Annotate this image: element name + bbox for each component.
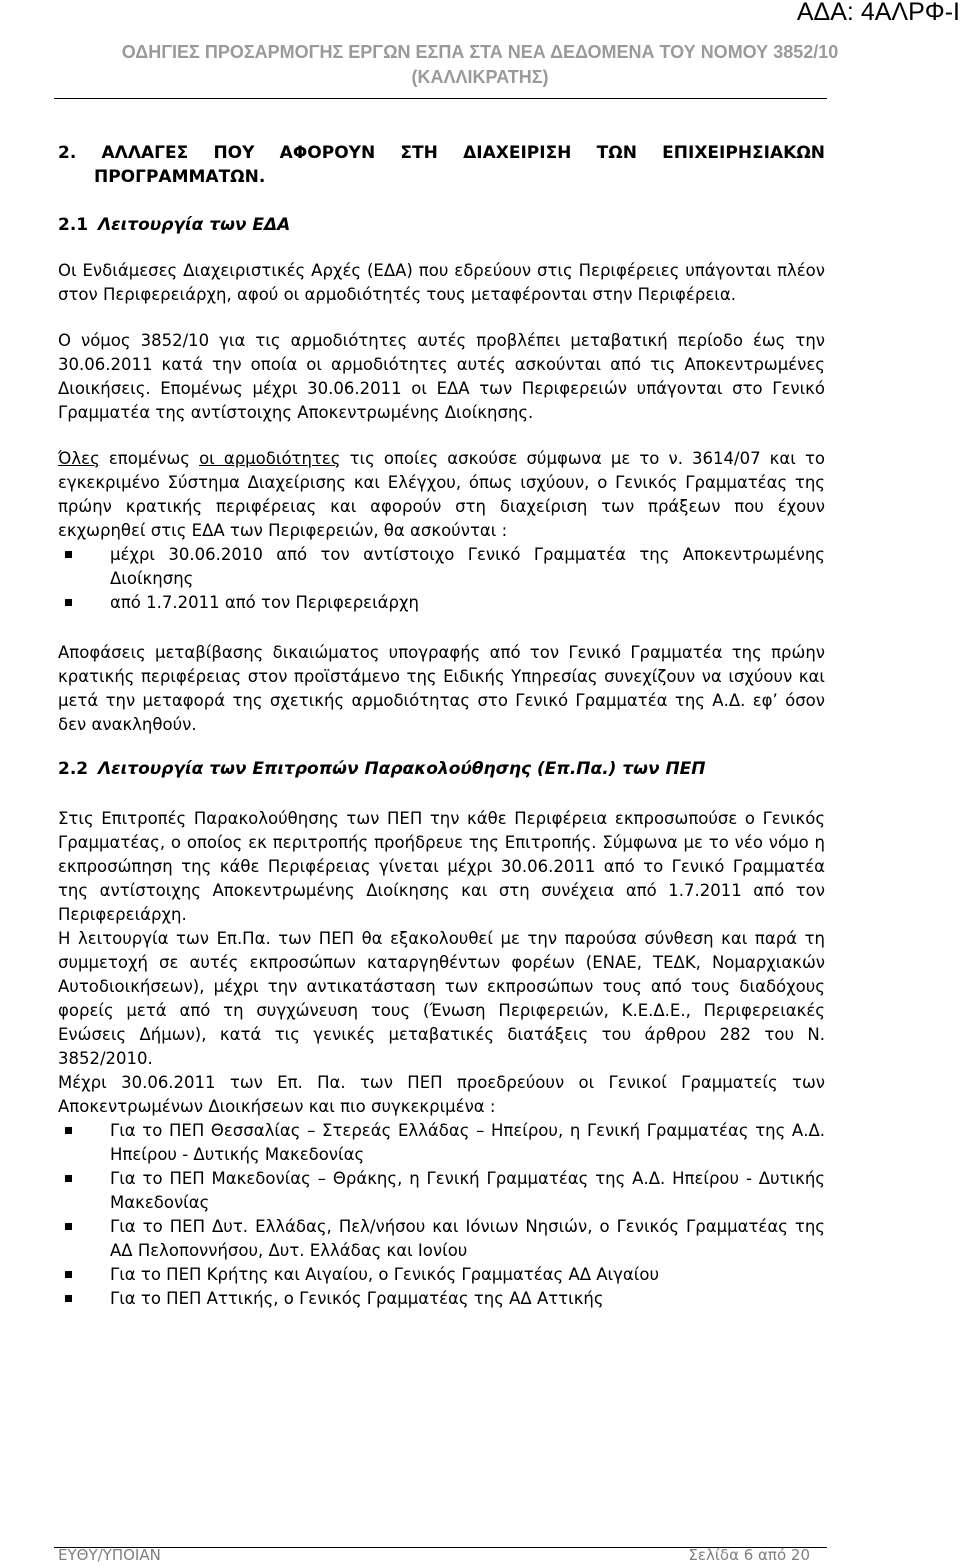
bullet-list	[58, 1119, 825, 1311]
paragraph: Η λειτουργία των Επ.Πα. των ΠΕΠ θα εξακολουθεί με την παρούσα σύνθεση και παρά τη συμμετοχή σε αυτές εκπροσώπων καταργηθέντων φορέων (ΕΝΑΕ, ΤΕΔΚ, Νομαρχιακών Αυτοδιοικήσεων), μέχρι την αντικατάσταση των εκπροσώπων τους από τους διαδόχους φορείς μετά από τη συγχώνευση τους (Ένωση Περιφερειών, Κ.Ε.Δ.Ε., Περιφερειακές Ενώσεις Δήμων), κατά τις γενικές μεταβατικές διατάξεις του άρθρου 282 του Ν. 3852/2010.	[58, 929, 825, 1068]
bullet-icon	[65, 551, 72, 558]
list-item-text: μέχρι 30.06.2010 από τον αντίστοιχο Γενικό Γραμματέα της Αποκεντρωμένης Διοίκησης	[110, 545, 825, 588]
underlined-text: οι αρμοδιότητες	[199, 449, 341, 468]
paragraph	[58, 447, 825, 543]
bullet-icon	[65, 1295, 72, 1302]
section-title: Λειτουργία των Επιτροπών Παρακολούθησης (Επ.Πα.) των ΠΕΠ	[98, 759, 706, 779]
list-item-text: Για το ΠΕΠ Δυτ. Ελλάδας, Πελ/νήσου και Ιόνιων Νησιών, ο Γενικός Γραμματέας της ΑΔ Πελοποννήσου, Δυτ. Ελλάδας και Ιονίου	[110, 1217, 825, 1260]
list-item	[58, 1287, 825, 1311]
section-2-heading: 2. ΑΛΛΑΓΕΣ ΠΟΥ ΑΦΟΡΟΥΝ ΣΤΗ ΔΙΑΧΕΙΡΙΣΗ ΤΩΝ ΕΠΙΧΕΙΡΗΣΙΑΚΩΝ ΠΡΟΓΡΑΜΜΑΤΩΝ.	[58, 143, 825, 187]
list-item-text: Για το ΠΕΠ Αττικής, ο Γενικός Γραμματέας της ΑΔ Αττικής	[110, 1289, 604, 1308]
running-header-line1: ΟΔΗΓΙΕΣ ΠΡΟΣΑΡΜΟΓΗΣ ΕΡΓΩΝ ΕΣΠΑ ΣΤΑ ΝΕΑ ΔΕΔΟΜΕΝΑ ΤΟΥ ΝΟΜΟΥ 3852/10	[121, 42, 839, 62]
list-item	[58, 591, 825, 615]
list-item	[58, 1215, 825, 1263]
bullet-icon	[65, 1127, 72, 1134]
list-item-text: από 1.7.2011 από τον Περιφερειάρχη	[110, 593, 420, 612]
section-2-2-heading	[58, 757, 825, 781]
section-number: 2.1	[58, 215, 89, 235]
list-item	[58, 1167, 825, 1215]
list-item-text: Για το ΠΕΠ Κρήτης και Αιγαίου, ο Γενικός Γραμματέας ΑΔ Αιγαίου	[110, 1265, 660, 1284]
ada-code: ΑΔΑ: 4ΑΛΡΦ-Ι	[796, 0, 960, 26]
paragraph: Αποφάσεις μεταβίβασης δικαιώματος υπογραφής από τον Γενικό Γραμματέα της πρώην κρατικής περιφέρειας στον προϊστάμενο της Ειδικής Υπηρεσίας συνεχίζουν να ισχύουν και μετά την μεταφορά της σχετικής αρμοδιότητας στο Γενικό Γραμματέα της Α.Δ. εφ’ όσον δεν ανακληθούν.	[58, 643, 825, 734]
bullet-icon	[65, 1223, 72, 1230]
bullet-icon	[65, 599, 72, 606]
underlined-text: Όλες	[58, 449, 100, 468]
paragraph: Οι Ενδιάμεσες Διαχειριστικές Αρχές (ΕΔΑ) που εδρεύουν στις Περιφέρειες υπάγονται πλέον στον Περιφερειάρχη, αφού οι αρμοδιότητές τους μεταφέρονται στην Περιφέρεια.	[58, 261, 825, 304]
paragraph: Μέχρι 30.06.2011 των Επ. Πα. των ΠΕΠ προεδρεύουν οι Γενικοί Γραμματείς των Αποκεντρωμένων Διοικήσεων και πιο συγκεκριμένα :	[58, 1073, 825, 1116]
paragraph: Ο νόμος 3852/10 για τις αρμοδιότητες αυτές προβλέπει μεταβατική περίοδο έως την 30.06.2011 κατά την οποία οι αρμοδιότητες αυτές ασκούνται από τις Αποκεντρωμένες Διοικήσεις. Επομένως μέχρι 30.06.2011 οι ΕΔΑ των Περιφερειών υπάγονται στο Γενικό Γραμματέα της αντίστοιχης Αποκεντρωμένης Διοίκησης.	[58, 331, 825, 422]
header-rule	[54, 98, 827, 99]
text: τις οποίες ασκούσε σύμφωνα με το ν. 3614/07 και το εγκεκριμένο Σύστημα Διαχείρισης και Ελέγχου, όπως ισχύουν, ο Γενικός Γραμματέας της πρώην κρατικής περιφέρειας και αφορούν στη διαχείριση των πράξεων που έχουν εκχωρηθεί στις ΕΔΑ των Περιφερειών, θα ασκούνται :	[58, 449, 825, 540]
document-body	[58, 141, 825, 1311]
running-header-line2: (ΚΑΛΛΙΚΡΑΤΗΣ)	[411, 67, 549, 87]
bullet-list	[58, 543, 825, 615]
footer-department: ΕΥΘΥ/ΥΠΟΙΑΝ	[58, 1546, 161, 1564]
bullet-icon	[65, 1175, 72, 1182]
bullet-icon	[65, 1271, 72, 1278]
section-2-1-heading	[58, 213, 825, 237]
list-item	[58, 1119, 825, 1167]
list-item	[58, 1263, 825, 1287]
list-item	[58, 543, 825, 591]
section-number: 2.2	[58, 759, 89, 779]
list-item-text: Για το ΠΕΠ Θεσσαλίας – Στερεάς Ελλάδας – Ηπείρου, η Γενική Γραμματέας της Α.Δ. Ηπείρου - Δυτικής Μακεδονίας	[110, 1121, 825, 1164]
list-item-text: Για το ΠΕΠ Μακεδονίας – Θράκης, η Γενική Γραμματέας της Α.Δ. Ηπείρου - Δυτικής Μακεδονίας	[110, 1169, 825, 1212]
paragraph: Στις Επιτροπές Παρακολούθησης των ΠΕΠ την κάθε Περιφέρεια εκπροσωπούσε ο Γενικός Γραμματέας, ο οποίος εκ περιτροπής προήδρευε της Επιτροπής. Σύμφωνα με το νέο νόμο η εκπροσώπηση της κάθε Περιφέρειας γίνεται μέχρι 30.06.2011 από το Γενικό Γραμματέα της αντίστοιχης Αποκεντρωμένης Διοίκησης και στη συνέχεια από 1.7.2011 από τον Περιφερειάρχη.	[58, 809, 825, 924]
text: επομένως	[99, 449, 200, 468]
section-title: Λειτουργία των ΕΔΑ	[98, 215, 291, 235]
footer-page-number: Σελίδα 6 από 20	[688, 1546, 810, 1564]
